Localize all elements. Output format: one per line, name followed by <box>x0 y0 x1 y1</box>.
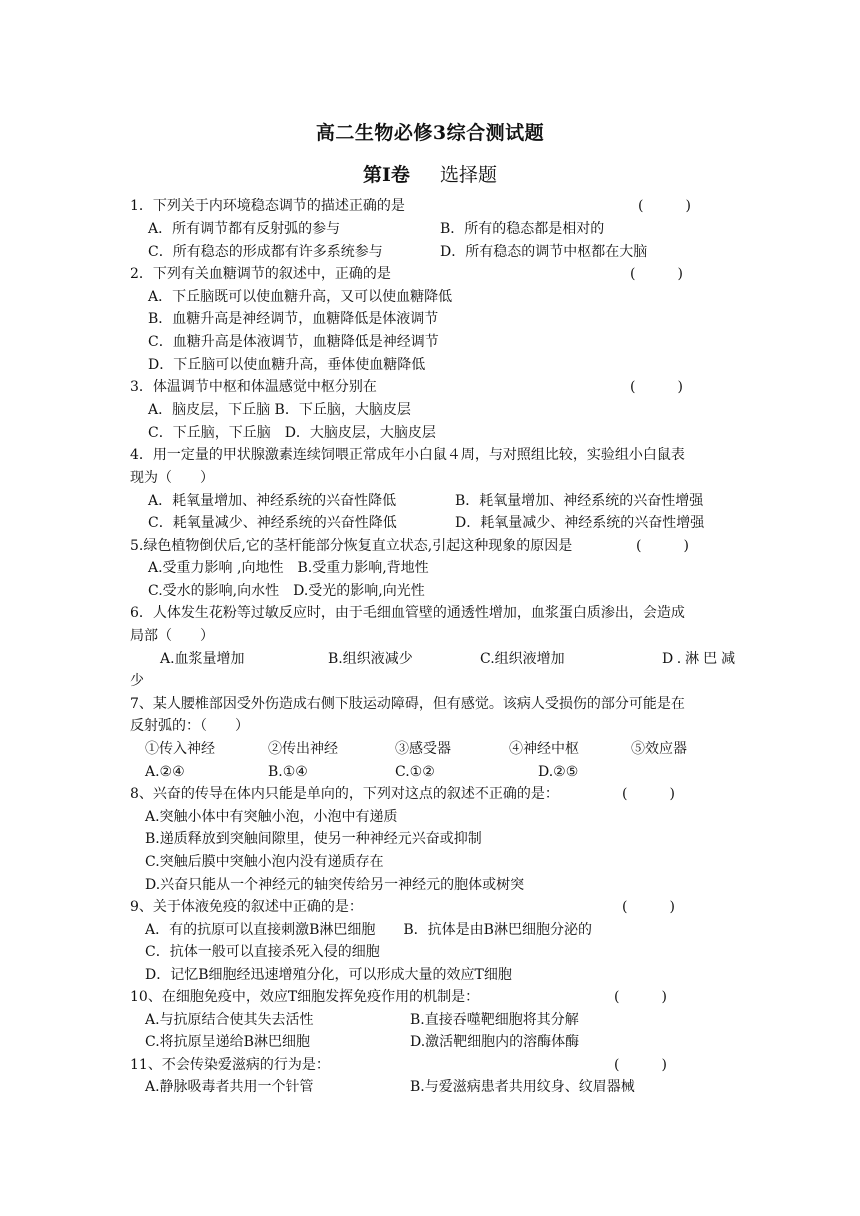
question-7-item-5: ⑤效应器 <box>631 741 687 757</box>
question-7-stem-line-1: 7、某人腰椎部因受外伤造成右侧下肢运动障碍，但有感觉。该病人受损伤的部分可能是在 <box>130 696 685 712</box>
page-title: 高二生物必修3综合测试题 <box>315 122 545 144</box>
question-6-option-c: C.组织液增加 <box>480 651 565 667</box>
question-6-option-d: D.淋巴减 <box>662 651 740 667</box>
question-2-option-b: B．血糖升高是神经调节，血糖降低是体液调节 <box>148 311 439 327</box>
question-6-option-d-wrap: 少 <box>130 673 144 689</box>
question-10-option-a: A.与抗原结合使其失去活性 <box>145 1012 314 1028</box>
question-1-option-a: A．所有调节都有反射弧的参与 <box>148 221 341 237</box>
question-9-option-c: C．抗体一般可以直接杀死入侵的细胞 <box>145 944 380 960</box>
question-1-answer-blank: ( ) <box>638 198 691 214</box>
question-2-option-a: A．下丘脑既可以使血糖升高，又可以使血糖降低 <box>148 289 453 305</box>
question-5-options-ab: A.受重力影响 ,向地性 B.受重力影响,背地性 <box>148 560 429 576</box>
question-8-option-a: A.突触小体中有突触小泡，小泡中有递质 <box>145 809 398 825</box>
question-5-options-cd: C.受水的影响,向水性 D.受光的影响,向光性 <box>148 583 425 599</box>
question-3-stem: 3．体温调节中枢和体温感觉中枢分别在 <box>130 379 377 395</box>
question-1-stem: 1．下列关于内环境稳态调节的描述正确的是 <box>130 198 405 214</box>
question-2-stem: 2．下列有关血糖调节的叙述中，正确的是 <box>130 266 391 282</box>
question-7-option-c: C.①② <box>395 764 435 780</box>
question-7-item-2: ②传出神经 <box>268 741 338 757</box>
question-9-stem: 9、关于体液免疫的叙述中正确的是： <box>130 899 363 915</box>
question-4-option-b: B．耗氧量增加、神经系统的兴奋性增强 <box>455 493 704 509</box>
question-2-answer-blank: ( ) <box>630 266 683 282</box>
question-9-answer-blank: ( ) <box>622 899 675 915</box>
question-4-stem-line-2: 现为（ ） <box>130 470 214 486</box>
question-4-option-d: D．耗氧量减少、神经系统的兴奋性增强 <box>455 515 705 531</box>
question-4-option-a: A．耗氧量增加、神经系统的兴奋性降低 <box>148 493 397 509</box>
question-6-stem-line-2: 局部（ ） <box>130 628 214 644</box>
question-7-item-3: ③感受器 <box>395 741 451 757</box>
question-6-option-a: A.血浆量增加 <box>160 651 245 667</box>
question-6-stem-line-1: 6．人体发生花粉等过敏反应时，由于毛细血管壁的通透性增加，血浆蛋白质渗出，会造成 <box>130 605 685 621</box>
question-4-option-c: C．耗氧量减少、神经系统的兴奋性降低 <box>148 515 397 531</box>
question-11-stem: 11、不会传染爱滋病的行为是： <box>130 1057 330 1073</box>
question-10-answer-blank: ( ) <box>614 989 667 1005</box>
question-9-option-d: D．记忆B细胞经迅速增殖分化，可以形成大量的效应T细胞 <box>145 967 512 983</box>
question-2-option-c: C．血糖升高是体液调节，血糖降低是神经调节 <box>148 334 439 350</box>
question-10-option-d: D.激活靶细胞内的溶酶体酶 <box>410 1034 580 1050</box>
question-5-stem: 5.绿色植物倒伏后,它的茎杆能部分恢复直立状态,引起这种现象的原因是 <box>130 538 573 554</box>
question-11-option-b: B.与爱滋病患者共用纹身、纹眉器械 <box>410 1079 635 1095</box>
question-3-options-ab: A．脑皮层，下丘脑 B．下丘脑，大脑皮层 <box>148 402 411 418</box>
question-3-options-cd: C．下丘脑，下丘脑 D．大脑皮层，大脑皮层 <box>148 425 436 441</box>
question-5-answer-blank: ( ) <box>636 538 689 554</box>
question-1-option-c: C．所有稳态的形成都有许多系统参与 <box>148 244 383 260</box>
question-3-answer-blank: ( ) <box>630 379 683 395</box>
question-8-answer-blank: ( ) <box>622 786 675 802</box>
question-1-option-b: B．所有的稳态都是相对的 <box>440 221 605 237</box>
question-7-stem-line-2: 反射弧的：（ ） <box>130 718 249 734</box>
question-7-option-d: D.②⑤ <box>538 764 579 780</box>
question-8-option-c: C.突触后膜中突触小泡内没有递质存在 <box>145 854 384 870</box>
question-6-option-b: B.组织液减少 <box>328 651 413 667</box>
section-name: 选择题 <box>439 164 497 186</box>
question-7-item-1: ①传入神经 <box>145 741 215 757</box>
question-11-answer-blank: ( ) <box>614 1057 667 1073</box>
question-8-option-d: D.兴奋只能从一个神经元的轴突传给另一神经元的胞体或树突 <box>145 877 525 893</box>
question-8-stem: 8、兴奋的传导在体内只能是单向的，下列对这点的叙述不正确的是： <box>130 786 559 802</box>
question-9-options-ab: A．有的抗原可以直接刺激B淋巴细胞 B．抗体是由B淋巴细胞分泌的 <box>145 922 592 938</box>
section-label: 第Ⅰ卷 <box>363 164 410 186</box>
question-7-option-b: B.①④ <box>268 764 308 780</box>
question-10-option-b: B.直接吞噬靶细胞将其分解 <box>410 1012 579 1028</box>
question-11-option-a: A.静脉吸毒者共用一个针管 <box>145 1079 314 1095</box>
question-2-option-d: D．下丘脑可以使血糖升高，垂体使血糖降低 <box>148 357 426 373</box>
question-4-stem-line-1: 4．用一定量的甲状腺激素连续饲喂正常成年小白鼠４周，与对照组比较，实验组小白鼠表 <box>130 447 685 463</box>
question-10-stem: 10、在细胞免疫中，效应T细胞发挥免疫作用的机制是： <box>130 989 480 1005</box>
section-heading <box>0 160 860 187</box>
question-8-option-b: B.递质释放到突触间隙里，使另一种神经元兴奋或抑制 <box>145 831 482 847</box>
question-7-option-a: A.②④ <box>145 764 185 780</box>
question-10-option-c: C.将抗原呈递给B淋巴细胞 <box>145 1034 310 1050</box>
question-7-item-4: ④神经中枢 <box>509 741 579 757</box>
question-1-option-d: D．所有稳态的调节中枢都在大脑 <box>440 244 648 260</box>
